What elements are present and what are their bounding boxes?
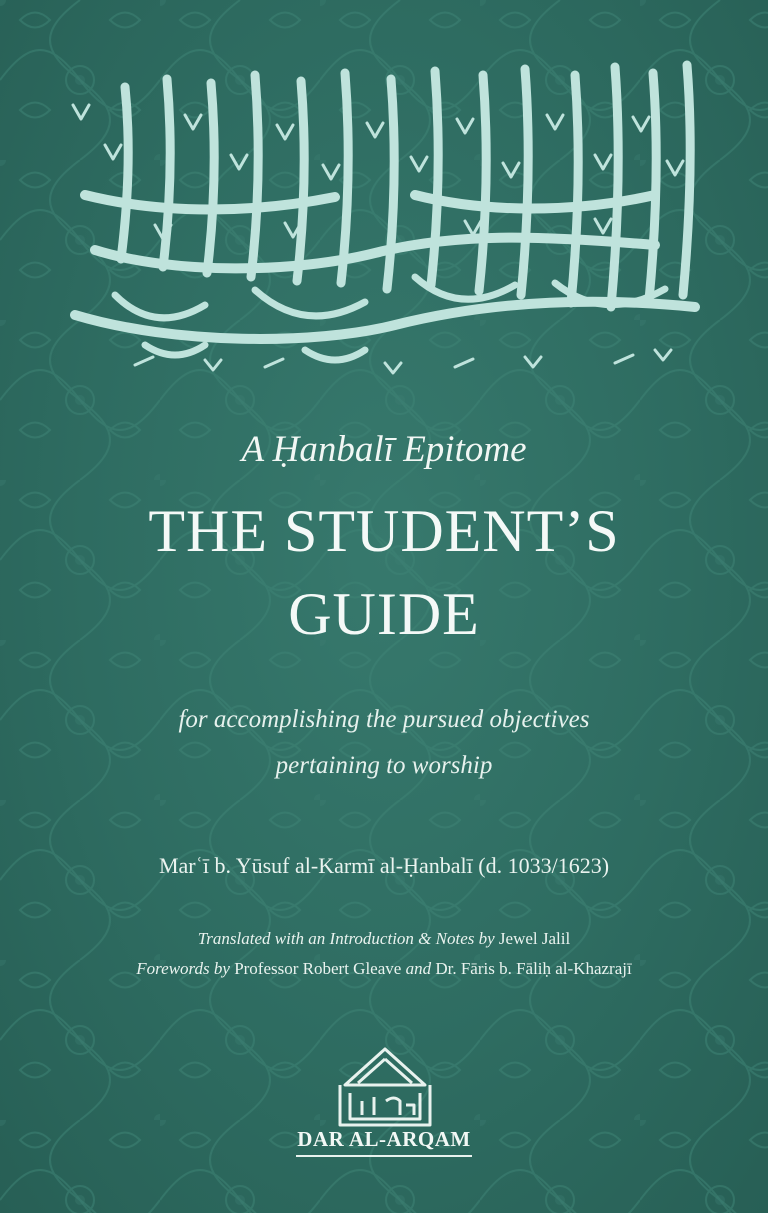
foreword-author-2: Dr. Fāris b. Fāliḥ al-Khazrajī: [431, 959, 632, 978]
cover-subtitle: A Ḥanbalī Epitome: [241, 429, 527, 470]
cover-description-line-2: pertaining to worship: [275, 752, 493, 779]
cover-description-line-1: for accomplishing the pursued objectives: [178, 706, 590, 733]
publisher-underline: [296, 1155, 472, 1157]
author-line: Marʿī b. Yūsuf al-Karmī al-Ḥanbalī (d. 1033/1623): [158, 853, 610, 878]
forewords-credit-and: and: [405, 959, 432, 978]
arabic-calligraphy-title: [55, 45, 715, 380]
forewords-credit-prefix: Forewords by: [136, 959, 230, 978]
translator-name: Jewel Jalil: [494, 929, 571, 948]
publisher-name: DAR AL-ARQAM: [297, 1127, 471, 1151]
forewords-credit: [0, 959, 768, 979]
cover-title-line-1: THE STUDENT’S: [148, 498, 620, 564]
translator-credit-prefix: Translated with an Introduction & Notes by: [197, 929, 495, 948]
foreword-author-1: Professor Robert Gleave: [229, 959, 406, 978]
cover-title-line-2: GUIDE: [288, 581, 480, 647]
translator-credit: [0, 929, 768, 949]
